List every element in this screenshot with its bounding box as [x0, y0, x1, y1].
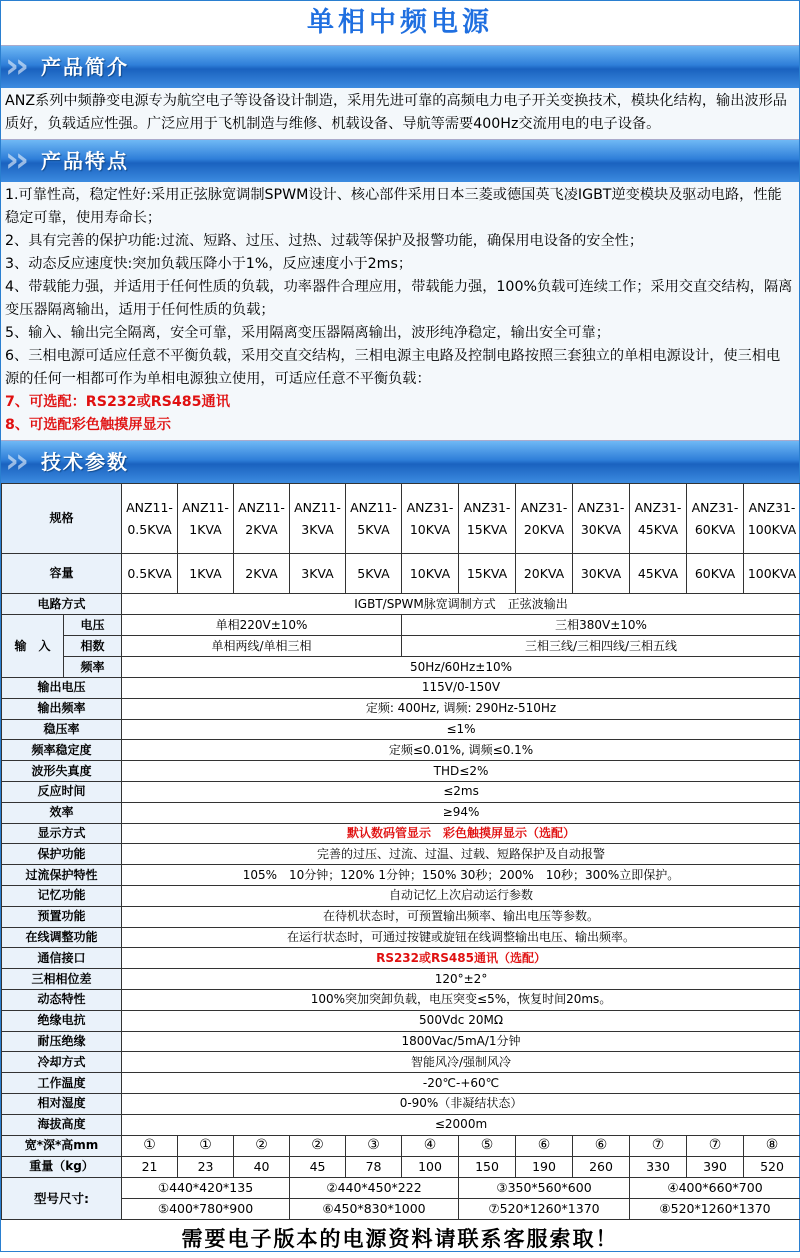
dims-cell: ⑤ [459, 1135, 516, 1156]
feature-highlight: 8、可选配彩色触摸屏显示 [5, 414, 793, 437]
model-rating: 15KVA [459, 519, 515, 541]
row-label: 通信接口 [2, 948, 122, 969]
table-row [2, 948, 800, 969]
table-row [2, 678, 800, 699]
row-label: 反应时间 [2, 781, 122, 802]
row-label: 三相相位差 [2, 969, 122, 990]
model-cell [234, 484, 290, 554]
row-value: 在运行状态时，可通过按键或旋钮在线调整输出电压、输出频率。 [122, 927, 800, 948]
table-row [2, 885, 800, 906]
weight-cell: 150 [459, 1156, 516, 1177]
table-row [2, 802, 800, 823]
table-row [2, 1156, 800, 1177]
dims-cell: ① [178, 1135, 234, 1156]
feature-item: 2、具有完善的保护功能:过流、短路、过压、过热、过载等保护及报警功能，确保用电设备的安全性； [5, 230, 793, 253]
row-value: 0-90%（非凝结状态） [122, 1093, 800, 1114]
table-row [2, 554, 800, 594]
row-value: RS232或RS485通讯（选配） [122, 948, 800, 969]
model-rating: 1KVA [178, 519, 233, 541]
row-label: 工作温度 [2, 1073, 122, 1094]
model-rating: 30KVA [573, 519, 629, 541]
row-value: 105% 10分钟；120% 1分钟；150% 30秒；200% 10秒；300%立即保护。 [122, 865, 800, 886]
row-value: 三相380V±10% [402, 615, 800, 636]
dims-cell: ① [122, 1135, 178, 1156]
table-row [2, 657, 800, 678]
capacity-cell: 2KVA [234, 554, 290, 594]
dims-cell: ④ [402, 1135, 459, 1156]
model-cell [573, 484, 630, 554]
model-cell [290, 484, 346, 554]
intro-text: ANZ系列中频静变电源专为航空电子等设备设计制造，采用先进可靠的高频电力电子开关变换技术，模块化结构，输出波形品质好，负载适应性强。广泛应用于飞机制造与维修、机载设备、导航等需要400Hz交流用电的电子设备。 [1, 88, 799, 139]
row-label: 频率 [64, 657, 122, 678]
row-label: 相对湿度 [2, 1093, 122, 1114]
capacity-cell: 45KVA [630, 554, 687, 594]
dims-cell: ⑧ [744, 1135, 800, 1156]
row-label: 过流保护特性 [2, 865, 122, 886]
row-label: 电压 [64, 615, 122, 636]
table-row [2, 1198, 800, 1219]
model-rating: 20KVA [516, 519, 572, 541]
model-series: ANZ11- [178, 497, 233, 519]
model-cell [687, 484, 744, 554]
dims-cell: ② [290, 1135, 346, 1156]
size-cell: ⑦520*1260*1370 [459, 1198, 630, 1219]
dims-cell: ⑥ [516, 1135, 573, 1156]
table-row [2, 484, 800, 554]
spec-table [1, 483, 800, 1220]
table-row [2, 1073, 800, 1094]
table-row [2, 823, 800, 844]
size-cell: ⑤400*780*900 [122, 1198, 290, 1219]
table-row [2, 927, 800, 948]
row-label: 输出电压 [2, 678, 122, 699]
model-series: ANZ31- [573, 497, 629, 519]
feature-item: 6、三相电源可适应任意不平衡负载，采用交直交结构，三相电源主电路及控制电路按照三套独立的单相电源设计，使三相电源的任何一相都可作为单相电源独立使用，可适应任意不平衡负载： [5, 345, 793, 391]
section-title: 技术参数 [41, 441, 129, 483]
table-row [2, 865, 800, 886]
row-label: 冷却方式 [2, 1052, 122, 1073]
model-rating: 5KVA [346, 519, 401, 541]
model-rating: 10KVA [402, 519, 458, 541]
weight-cell: 260 [573, 1156, 630, 1177]
table-row [2, 698, 800, 719]
section-header-intro [1, 45, 799, 88]
weight-cell: 21 [122, 1156, 178, 1177]
chevron-icon: › [15, 46, 29, 86]
table-row [2, 969, 800, 990]
weight-cell: 100 [402, 1156, 459, 1177]
row-label: 相数 [64, 636, 122, 657]
model-rating: 0.5KVA [122, 519, 177, 541]
row-value: 单相220V±10% [122, 615, 402, 636]
weight-cell: 190 [516, 1156, 573, 1177]
model-cell [516, 484, 573, 554]
section-header-features [1, 139, 799, 182]
weight-cell: 520 [744, 1156, 800, 1177]
weight-cell: 78 [346, 1156, 402, 1177]
model-cell [459, 484, 516, 554]
row-value: 完善的过压、过流、过温、过载、短路保护及自动报警 [122, 844, 800, 865]
size-cell: ⑧520*1260*1370 [630, 1198, 800, 1219]
row-value: 1800Vac/5mA/1分钟 [122, 1031, 800, 1052]
row-value: 自动记忆上次启动运行参数 [122, 885, 800, 906]
row-value: 50Hz/60Hz±10% [122, 657, 800, 678]
row-label: 频率稳定度 [2, 740, 122, 761]
capacity-cell: 10KVA [402, 554, 459, 594]
row-label: 容量 [2, 554, 122, 594]
weight-cell: 45 [290, 1156, 346, 1177]
table-row [2, 1093, 800, 1114]
model-cell [630, 484, 687, 554]
row-value: 定频: 400Hz, 调频: 290Hz-510Hz [122, 698, 800, 719]
capacity-cell: 100KVA [744, 554, 800, 594]
row-value: 三相三线/三相四线/三相五线 [402, 636, 800, 657]
row-value: ≤2000m [122, 1114, 800, 1135]
row-value: 默认数码管显示 彩色触摸屏显示（选配） [122, 823, 800, 844]
section-header-specs [1, 440, 799, 483]
row-label: 绝缘电抗 [2, 1010, 122, 1031]
capacity-cell: 60KVA [687, 554, 744, 594]
feature-item: 4、带载能力强，并适用于任何性质的负载，功率器件合理应用，带载能力强，100%负载可连续工作；采用交直交结构，隔离变压器隔离输出，适用于任何性质的负载； [5, 276, 793, 322]
dims-cell: ⑦ [630, 1135, 687, 1156]
table-row [2, 989, 800, 1010]
chevron-icon: › [5, 140, 19, 180]
section-title: 产品简介 [41, 46, 129, 88]
model-series: ANZ31- [516, 497, 572, 519]
row-label: 型号尺寸: [2, 1177, 122, 1219]
table-row [2, 1177, 800, 1198]
row-label: 波形失真度 [2, 761, 122, 782]
row-label: 预置功能 [2, 906, 122, 927]
model-series: ANZ11- [290, 497, 345, 519]
feature-item: 3、动态反应速度快:突加负载压降小于1%，反应速度小于2ms； [5, 253, 793, 276]
table-row [2, 636, 800, 657]
chevron-icon: › [15, 441, 29, 481]
size-cell: ③350*560*600 [459, 1177, 630, 1198]
capacity-cell: 1KVA [178, 554, 234, 594]
capacity-cell: 15KVA [459, 554, 516, 594]
table-row [2, 844, 800, 865]
model-series: ANZ31- [744, 497, 800, 519]
table-row [2, 781, 800, 802]
model-series: ANZ31- [459, 497, 515, 519]
row-label: 效率 [2, 802, 122, 823]
row-label: 保护功能 [2, 844, 122, 865]
table-row [2, 719, 800, 740]
capacity-cell: 5KVA [346, 554, 402, 594]
model-rating: 100KVA [744, 519, 800, 541]
row-label: 稳压率 [2, 719, 122, 740]
model-series: ANZ31- [630, 497, 686, 519]
model-rating: 2KVA [234, 519, 289, 541]
row-value: -20℃-+60℃ [122, 1073, 800, 1094]
feature-highlight: 7、可选配：RS232或RS485通讯 [5, 391, 793, 414]
dims-cell: ③ [346, 1135, 402, 1156]
features-list [1, 182, 799, 440]
model-cell [402, 484, 459, 554]
row-label: 输出频率 [2, 698, 122, 719]
size-cell: ⑥450*830*1000 [290, 1198, 459, 1219]
section-title: 产品特点 [41, 140, 129, 182]
size-cell: ①440*420*135 [122, 1177, 290, 1198]
table-row [2, 1114, 800, 1135]
table-row [2, 761, 800, 782]
table-row [2, 1010, 800, 1031]
weight-cell: 40 [234, 1156, 290, 1177]
model-series: ANZ31- [402, 497, 458, 519]
model-series: ANZ11- [234, 497, 289, 519]
model-cell [744, 484, 800, 554]
model-cell [178, 484, 234, 554]
model-rating: 3KVA [290, 519, 345, 541]
row-label: 重量（kg） [2, 1156, 122, 1177]
row-label: 电路方式 [2, 594, 122, 615]
table-row [2, 1135, 800, 1156]
row-value: ≤2ms [122, 781, 800, 802]
footer-note: 需要电子版本的电源资料请联系客服索取！ [1, 1220, 799, 1258]
row-label: 规格 [2, 484, 122, 554]
row-value: IGBT/SPWM脉宽调制方式 正弦波输出 [122, 594, 800, 615]
row-value: 120°±2° [122, 969, 800, 990]
dims-cell: ② [234, 1135, 290, 1156]
model-series: ANZ11- [346, 497, 401, 519]
row-label: 海拔高度 [2, 1114, 122, 1135]
model-cell [122, 484, 178, 554]
chevron-icon: › [15, 140, 29, 180]
input-label: 输 入 [2, 615, 64, 678]
model-rating: 60KVA [687, 519, 743, 541]
model-series: ANZ11- [122, 497, 177, 519]
weight-cell: 390 [687, 1156, 744, 1177]
row-value: 单相两线/单相三相 [122, 636, 402, 657]
capacity-cell: 3KVA [290, 554, 346, 594]
row-value: ≥94% [122, 802, 800, 823]
dims-cell: ⑦ [687, 1135, 744, 1156]
table-row [2, 906, 800, 927]
chevron-icon: › [5, 441, 19, 481]
row-label: 在线调整功能 [2, 927, 122, 948]
row-value: 100%突加突卸负载，电压突变≤5%，恢复时间20ms。 [122, 989, 800, 1010]
weight-cell: 330 [630, 1156, 687, 1177]
capacity-cell: 20KVA [516, 554, 573, 594]
feature-item: 5、输入、输出完全隔离，安全可靠，采用隔离变压器隔离输出，波形纯净稳定，输出安全可靠； [5, 322, 793, 345]
row-value: THD≤2% [122, 761, 800, 782]
row-value: 定频≤0.01%, 调频≤0.1% [122, 740, 800, 761]
row-value: 500Vdc 20MΩ [122, 1010, 800, 1031]
table-row [2, 1031, 800, 1052]
chevron-icon: › [5, 46, 19, 86]
size-cell: ②440*450*222 [290, 1177, 459, 1198]
page-title: 单相中频电源 [1, 1, 799, 45]
model-cell [346, 484, 402, 554]
capacity-cell: 30KVA [573, 554, 630, 594]
row-label: 耐压绝缘 [2, 1031, 122, 1052]
table-row [2, 594, 800, 615]
model-rating: 45KVA [630, 519, 686, 541]
row-label: 动态特性 [2, 989, 122, 1010]
row-label: 记忆功能 [2, 885, 122, 906]
row-value: 115V/0-150V [122, 678, 800, 699]
capacity-cell: 0.5KVA [122, 554, 178, 594]
row-value: 智能风冷/强制风冷 [122, 1052, 800, 1073]
row-label: 显示方式 [2, 823, 122, 844]
table-row [2, 1052, 800, 1073]
dims-cell: ⑥ [573, 1135, 630, 1156]
table-row [2, 615, 800, 636]
weight-cell: 23 [178, 1156, 234, 1177]
row-label: 宽*深*高mm [2, 1135, 122, 1156]
model-series: ANZ31- [687, 497, 743, 519]
row-value: 在待机状态时，可预置输出频率、输出电压等参数。 [122, 906, 800, 927]
row-value: ≤1% [122, 719, 800, 740]
size-cell: ④400*660*700 [630, 1177, 800, 1198]
table-row [2, 740, 800, 761]
feature-item: 1.可靠性高，稳定性好:采用正弦脉宽调制SPWM设计、核心部件采用日本三菱或德国英飞凌IGBT逆变模块及驱动电路，性能稳定可靠，使用寿命长； [5, 184, 793, 230]
